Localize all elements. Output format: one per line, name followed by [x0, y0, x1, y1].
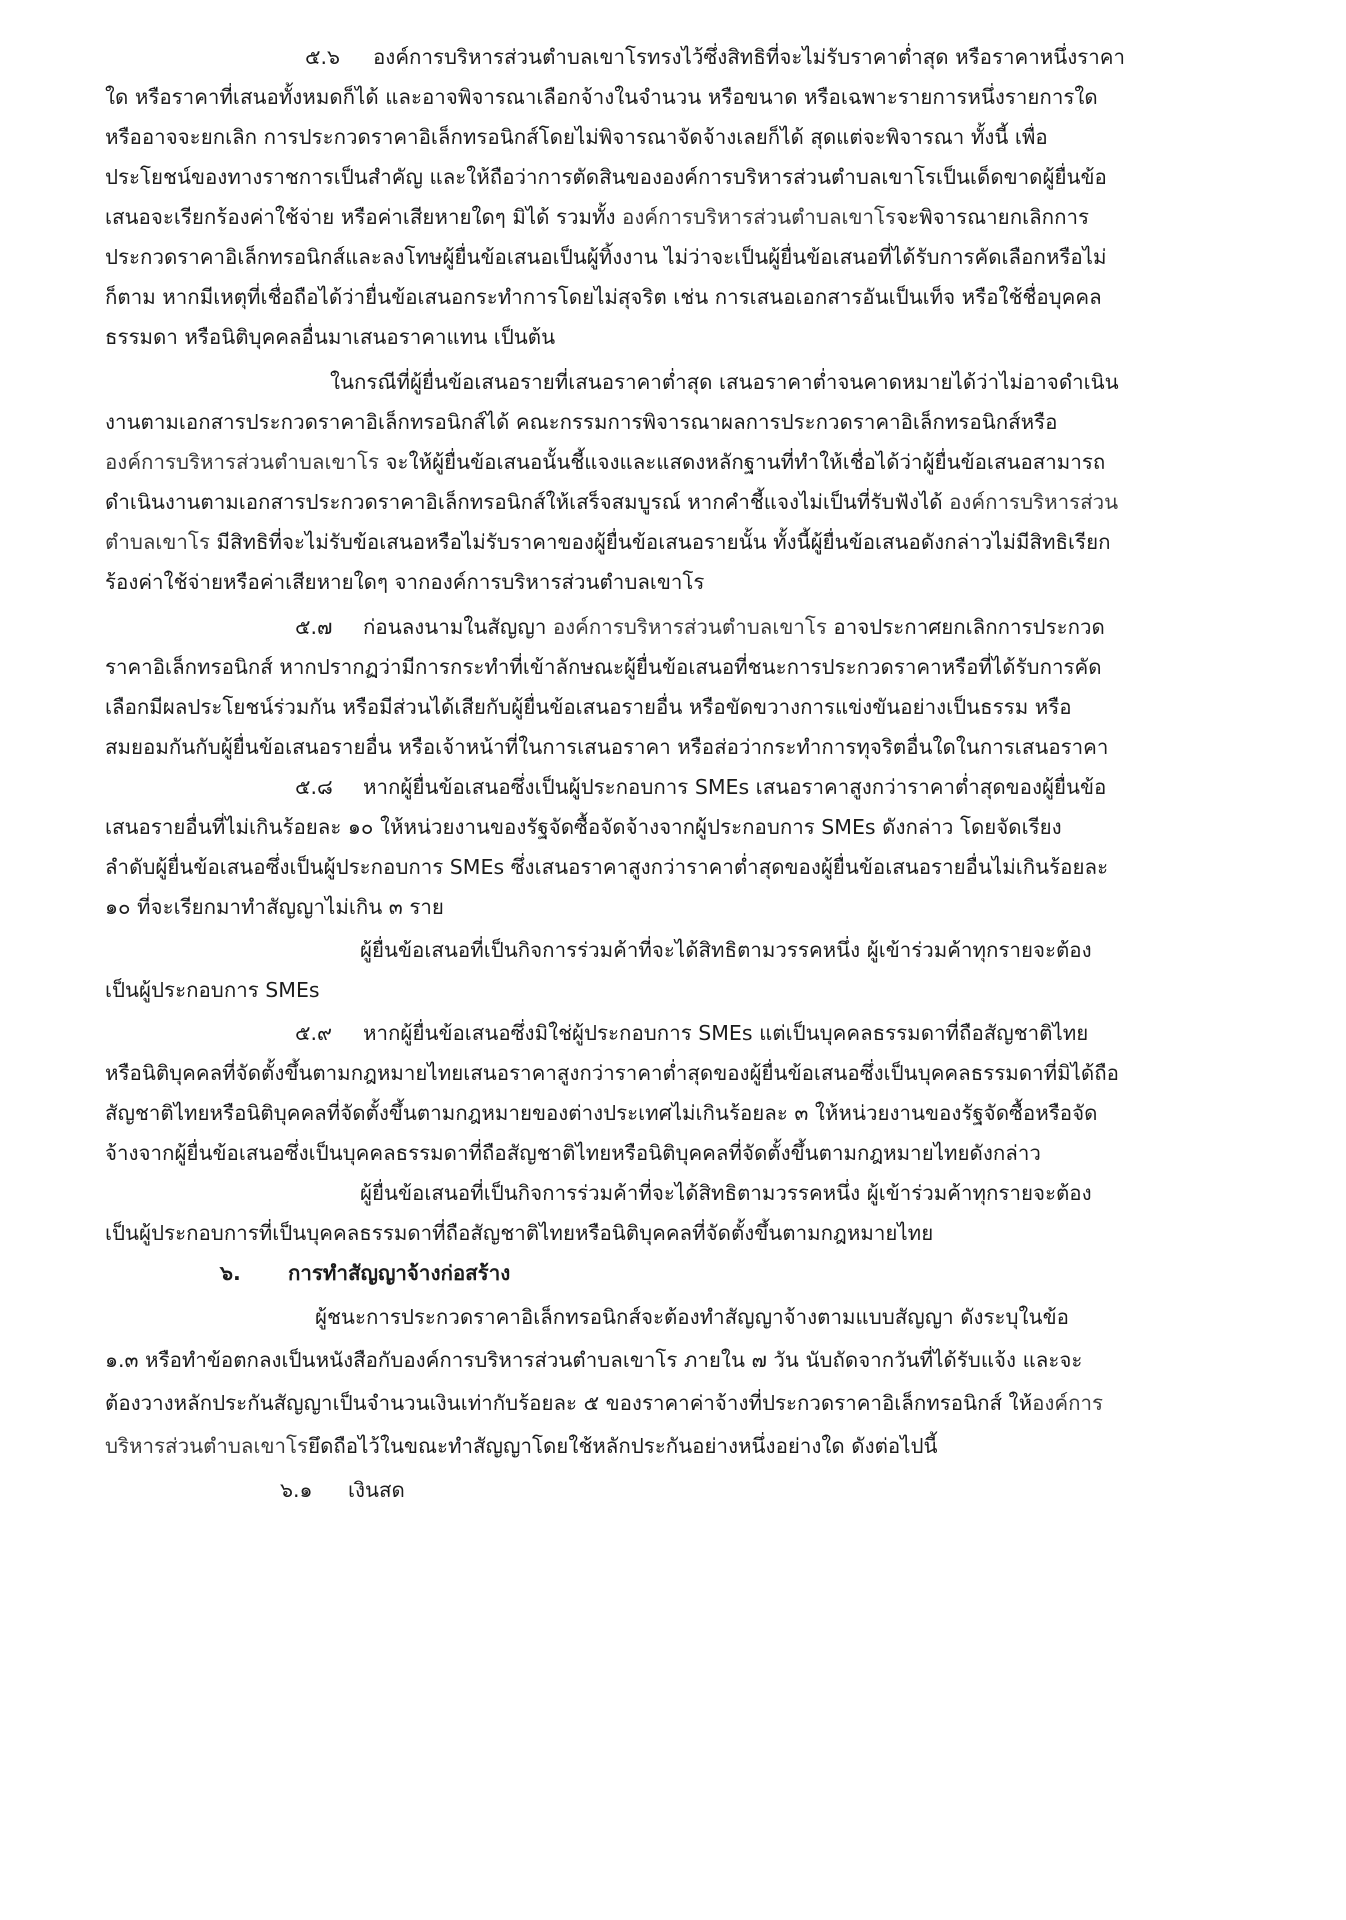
text-line: [105, 887, 1167, 927]
paragraph-lowest-bid-line-1: [105, 362, 1167, 402]
line-text: ดำเนินงานตามเอกสารประกวดราคาอิเล็กทรอนิกส์ให้เสร็จสมบูรณ์ หากคำชี้แจงไม่เป็นที่รับฟังได้: [105, 490, 950, 514]
text-line: [105, 1213, 1167, 1253]
line-text: ธรรมดา หรือนิติบุคคลอื่นมาเสนอราคาแทน เป็นต้น: [105, 325, 556, 349]
line-text: เป็นผู้ประกอบการที่เป็นบุคคลธรรมดาที่ถือสัญชาติไทยหรือนิติบุคคลที่จัดตั้งขึ้นตามกฎหมายไทย: [105, 1221, 934, 1245]
text-line: [105, 970, 1167, 1010]
section-6-heading: [105, 1253, 1167, 1293]
organization-name: องค์การบริหารส่วนตำบลเขาโร: [552, 615, 827, 639]
line-text: จะให้ผู้ยื่นข้อเสนอนั้นชี้แจงและแสดงหลักฐานที่ทำให้เชื่อได้ว่าผู้ยื่นข้อเสนอสามารถ: [379, 450, 1106, 474]
section-number: ๖.: [220, 1261, 241, 1285]
text-line: [105, 807, 1167, 847]
line-text: หรือนิติบุคคลที่จัดตั้งขึ้นตามกฎหมายไทยเสนอราคาสูงกว่าราคาต่ำสุดของผู้ยื่นข้อเสนอซึ่งเป็นบุคคลธรรมดาที่มิได้ถือ: [105, 1061, 1119, 1085]
clause-number: ๕.๙: [295, 1021, 333, 1045]
clause-5-9-line-1: [105, 1013, 1167, 1053]
line-text: ต้องวางหลักประกันสัญญาเป็นจำนวนเงินเท่ากับร้อยละ ๕ ของราคาค่าจ้างที่ประกวดราคาอิเล็กทรอนิกส์ ให้: [105, 1391, 1033, 1415]
line-text: ลำดับผู้ยื่นข้อเสนอซึ่งเป็นผู้ประกอบการ SMEs ซึ่งเสนอราคาสูงกว่าราคาต่ำสุดของผู้ยื่นข้อเสนอรายอื่นไม่เกินร้อยละ: [105, 855, 1109, 879]
line-text: จะพิจารณายกเลิกการ: [896, 205, 1090, 229]
text-line: [105, 157, 1167, 197]
line-text: มีสิทธิที่จะไม่รับข้อเสนอหรือไม่รับราคาของผู้ยื่นข้อเสนอรายนั้น ทั้งนี้ผู้ยื่นข้อเสนอดังกล่าวไม่มีสิทธิเรียก: [209, 530, 1111, 554]
line-text: ยึดถือไว้ในขณะทำสัญญาโดยใช้หลักประกันอย่างหนึ่งอย่างใด ดังต่อไปนี้: [308, 1434, 938, 1458]
joint-venture-line-1: [105, 930, 1167, 970]
text-line: [105, 1053, 1167, 1093]
line-text: ก่อนลงนามในสัญญา: [363, 615, 553, 639]
line-text: องค์การบริหารส่วนตำบลเขาโรทรงไว้ซึ่งสิทธิที่จะไม่รับราคาต่ำสุด หรือราคาหนึ่งราคา: [373, 45, 1125, 69]
text-line: [105, 1383, 1167, 1423]
line-text: ราคาอิเล็กทรอนิกส์ หากปรากฏว่ามีการกระทำที่เข้าลักษณะผู้ยื่นข้อเสนอที่ชนะการประกวดราคาหรือที่ได้รับการคัด: [105, 655, 1102, 679]
line-text: หากผู้ยื่นข้อเสนอซึ่งมิใช่ผู้ประกอบการ SMEs แต่เป็นบุคคลธรรมดาที่ถือสัญชาติไทย: [363, 1021, 1089, 1045]
clause-number: ๕.๗: [295, 615, 333, 639]
organization-name: บริหารส่วนตำบลเขาโร: [105, 1434, 309, 1458]
text-line: [105, 402, 1167, 442]
organization-name: ตำบลเขาโร: [105, 530, 210, 554]
text-line: [105, 562, 1167, 602]
organization-name: องค์การ: [1032, 1391, 1104, 1415]
clause-5-8-line-1: [105, 767, 1167, 807]
line-text: หากผู้ยื่นข้อเสนอซึ่งเป็นผู้ประกอบการ SMEs เสนอราคาสูงกว่าราคาต่ำสุดของผู้ยื่นข้อ: [363, 775, 1107, 799]
text-line: [105, 687, 1167, 727]
text-line: [105, 522, 1167, 562]
line-text: หรืออาจจะยกเลิก การประกวดราคาอิเล็กทรอนิกส์โดยไม่พิจารณาจัดจ้างเลยก็ได้ สุดแต่จะพิจารณา ทั้งนี้ เพื่อ: [105, 125, 1048, 149]
paragraph-contract-line-1: [105, 1297, 1167, 1337]
text-line: [105, 317, 1167, 357]
clause-number: ๕.๘: [295, 775, 333, 799]
text-line: [105, 77, 1167, 117]
line-text: งานตามเอกสารประกวดราคาอิเล็กทรอนิกส์ได้ คณะกรรมการพิจารณาผลการประกวดราคาอิเล็กทรอนิกส์หรือ: [105, 410, 1058, 434]
organization-name: องค์การบริหารส่วน: [949, 490, 1119, 514]
line-text: ในกรณีที่ผู้ยื่นข้อเสนอรายที่เสนอราคาต่ำสุด เสนอราคาต่ำจนคาดหมายได้ว่าไม่อาจดำเนิน: [330, 370, 1119, 394]
clause-number: ๕.๖: [305, 45, 341, 69]
text-line: [105, 1426, 1167, 1466]
line-text: ผู้ชนะการประกวดราคาอิเล็กทรอนิกส์จะต้องทำสัญญาจ้างตามแบบสัญญา ดังระบุในข้อ: [315, 1305, 1069, 1329]
line-text: จ้างจากผู้ยื่นข้อเสนอซึ่งเป็นบุคคลธรรมดาที่ถือสัญชาติไทยหรือนิติบุคคลที่จัดตั้งขึ้นตามกฎหมายไทยดังกล่าว: [105, 1141, 1041, 1165]
line-text: อาจประกาศยกเลิกการประกวด: [826, 615, 1105, 639]
line-text: เงินสด: [348, 1478, 405, 1502]
clause-5-6-line-1: [105, 37, 1167, 77]
clause-number: ๖.๑: [280, 1478, 313, 1502]
section-title: การทำสัญญาจ้างก่อสร้าง: [288, 1261, 511, 1285]
line-text: สัญชาติไทยหรือนิติบุคคลที่จัดตั้งขึ้นตามกฎหมายของต่างประเทศไม่เกินร้อยละ ๓ ให้หน่วยงานของรัฐจัดซื้อหรือจัด: [105, 1101, 1098, 1125]
line-text: สมยอมกันกับผู้ยื่นข้อเสนอรายอื่น หรือเจ้าหน้าที่ในการเสนอราคา หรือส่อว่ากระทำการทุจริตอื่นใดในการเสนอราคา: [105, 735, 1109, 759]
text-line: [105, 117, 1167, 157]
line-text: ผู้ยื่นข้อเสนอที่เป็นกิจการร่วมค้าที่จะได้สิทธิตามวรรคหนึ่ง ผู้เข้าร่วมค้าทุกรายจะต้อง: [360, 1181, 1092, 1205]
text-line: [105, 1093, 1167, 1133]
line-text: เสนอรายอื่นที่ไม่เกินร้อยละ ๑๐ ให้หน่วยงานของรัฐจัดซื้อจัดจ้างจากผู้ประกอบการ SMEs ดังกล่าว โดยจัดเรียง: [105, 815, 1062, 839]
line-text: ประโยชน์ของทางราชการเป็นสำคัญ และให้ถือว่าการตัดสินขององค์การบริหารส่วนตำบลเขาโรเป็นเด็ดขาดผู้ยื่นข้อ: [105, 165, 1107, 189]
line-text: ผู้ยื่นข้อเสนอที่เป็นกิจการร่วมค้าที่จะได้สิทธิตามวรรคหนึ่ง ผู้เข้าร่วมค้าทุกรายจะต้อง: [360, 938, 1092, 962]
line-text: ร้องค่าใช้จ่ายหรือค่าเสียหายใดๆ จากองค์การบริหารส่วนตำบลเขาโร: [105, 570, 705, 594]
text-line: [105, 647, 1167, 687]
text-line: [105, 847, 1167, 887]
line-text: ประกวดราคาอิเล็กทรอนิกส์และลงโทษผู้ยื่นข้อเสนอเป็นผู้ทิ้งงาน ไม่ว่าจะเป็นผู้ยื่นข้อเสนอที่ได้รับการคัดเลือกหรือไม่: [105, 245, 1107, 269]
line-text: เป็นผู้ประกอบการ SMEs: [105, 978, 320, 1002]
text-line: [105, 727, 1167, 767]
line-text: ก็ตาม หากมีเหตุที่เชื่อถือได้ว่ายื่นข้อเสนอกระทำการโดยไม่สุจริต เช่น การเสนอเอกสารอันเป็นเท็จ หรือใช้ชื่อบุคคล: [105, 285, 1102, 309]
line-text: เลือกมีผลประโยชน์ร่วมกัน หรือมีส่วนได้เสียกับผู้ยื่นข้อเสนอรายอื่น หรือขัดขวางการแข่งขันอย่างเป็นธรรม หรือ: [105, 695, 1072, 719]
text-line: [105, 482, 1167, 522]
organization-name: องค์การบริหารส่วนตำบลเขาโร: [105, 450, 380, 474]
text-line: [105, 442, 1167, 482]
clause-6-1: [105, 1470, 1167, 1510]
text-line: [105, 237, 1167, 277]
organization-name: องค์การบริหารส่วนตำบลเขาโร: [622, 205, 897, 229]
line-text: เสนอจะเรียกร้องค่าใช้จ่าย หรือค่าเสียหายใดๆ มิได้ รวมทั้ง: [105, 205, 623, 229]
line-text: ๑.๓ หรือทำข้อตกลงเป็นหนังสือกับองค์การบริหารส่วนตำบลเขาโร ภายใน ๗ วัน นับถัดจากวันที่ได้รับแจ้ง และจะ: [105, 1348, 1083, 1372]
line-text: ใด หรือราคาที่เสนอทั้งหมดก็ได้ และอาจพิจารณาเลือกจ้างในจำนวน หรือขนาด หรือเฉพาะรายการหนึ่งรายการใด: [105, 85, 1098, 109]
text-line: [105, 1133, 1167, 1173]
text-line: [105, 1340, 1167, 1380]
text-line: [105, 277, 1167, 317]
text-line: [105, 197, 1167, 237]
joint-venture-line-1: [105, 1173, 1167, 1213]
line-text: ๑๐ ที่จะเรียกมาทำสัญญาไม่เกิน ๓ ราย: [105, 895, 444, 919]
clause-5-7-line-1: [105, 607, 1167, 647]
